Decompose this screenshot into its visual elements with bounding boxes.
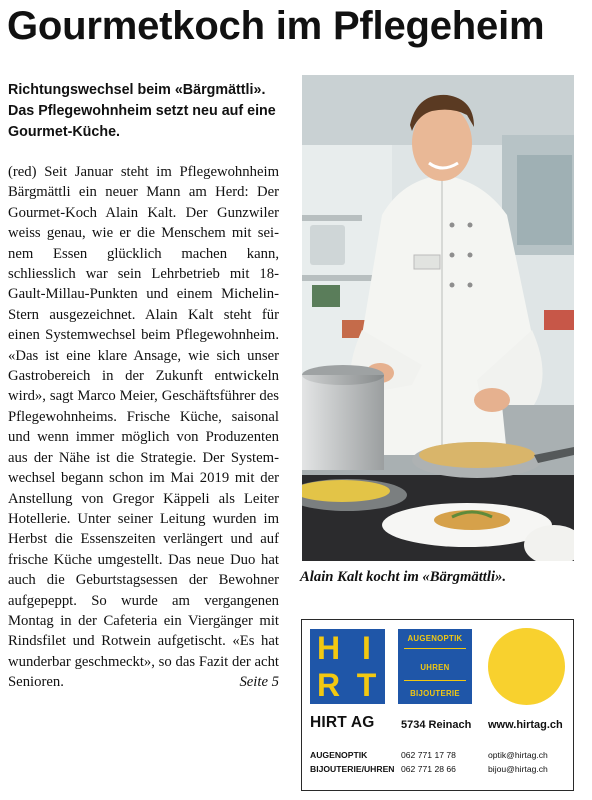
chef-photo — [302, 75, 574, 561]
contact-phone[interactable]: 062 771 28 66 — [401, 764, 456, 774]
hirt-logo-letter: R — [316, 667, 341, 703]
contact-phone[interactable]: 062 771 17 78 — [401, 750, 456, 760]
augenoptik-logo-line: BIJOUTERIE — [410, 689, 460, 698]
yellow-circle-graphic — [488, 628, 565, 705]
contact-label: AUGENOPTIK — [310, 750, 368, 760]
augenoptik-logo-line: AUGENOPTIK — [407, 634, 463, 643]
article-lead: Richtungswechsel beim «Bärgmättli». Das Pflegewohnheim setzt neu auf eine Gourmet-Küche. — [8, 82, 276, 140]
headline: Gourmetkoch im Pflegeheim — [7, 4, 545, 48]
hirt-logo — [310, 629, 385, 704]
ad-website-link[interactable]: www.hirtag.ch — [488, 719, 563, 731]
augenoptik-logo — [398, 629, 472, 704]
ad-company-name: HIRT AG — [310, 714, 375, 731]
photo-caption: Alain Kalt kocht im «Bärgmättli». — [300, 569, 507, 585]
augenoptik-logo-line: UHREN — [420, 663, 450, 672]
contact-email[interactable]: optik@hirtag.ch — [488, 750, 548, 760]
contact-email[interactable]: bijou@hirtag.ch — [488, 764, 548, 774]
hirt-logo-letter: I — [362, 630, 371, 666]
hirt-logo-letter: H — [316, 630, 341, 666]
contact-label: BIJOUTERIE/UHREN — [310, 764, 395, 774]
ad-city: 5734 Reinach — [401, 719, 472, 731]
chef-photo-illustration — [302, 75, 574, 561]
article-body — [8, 162, 279, 693]
hirt-ad[interactable] — [301, 619, 574, 791]
hirt-logo-letter: T — [356, 667, 377, 703]
page-reference[interactable]: Seite 5 — [239, 674, 279, 691]
article-body-text: (red) Seit Januar steht im Pflegewohnheim Bärgmättli ein neuer Mann am Herd: Der Gourmet-Koch Alain Kalt. Der Gunzwiler weiss genau, wie er die Menschem mit seinem Essen glücklich machen kann, schliesslich war sein Lehrbetrieb mit 18-Gault-Millau-Punkten und einem Michelin-Stern ausgezeichnet. Alain Kalt steht für einen Systemwechsel beim Pflegewohnheim. «Das ist eine klare Ansage, wie sich unser Gastrobereich in der Zukunft entwickeln wird», sagt Marco Meier, Geschäftsführer des Pflegewohnheims. Frische Küche, saisonal und wenn immer möglich von Produzenten aus der Nähe ist die Strategie. Der Systemwechsel begann schon im Mai 2019 mit der Anstellung von Gregor Käppeli als Leiter Hotellerie. Unter seiner Leitung wurden im Herbst die Essenszeiten verlängert und auf frische Küche umgestellt. Das neue Duo hat auch die Geburtstagsessen der Bewohner aufgepeppt. So wurde am vergangenen Montag in der Cafeteria ein Viergänger mit Rindsfilet und Rotwein aufgetischt. «Es hat wunderbar geschmeckt», so das Fazit der acht Senioren. — [8, 164, 279, 691]
